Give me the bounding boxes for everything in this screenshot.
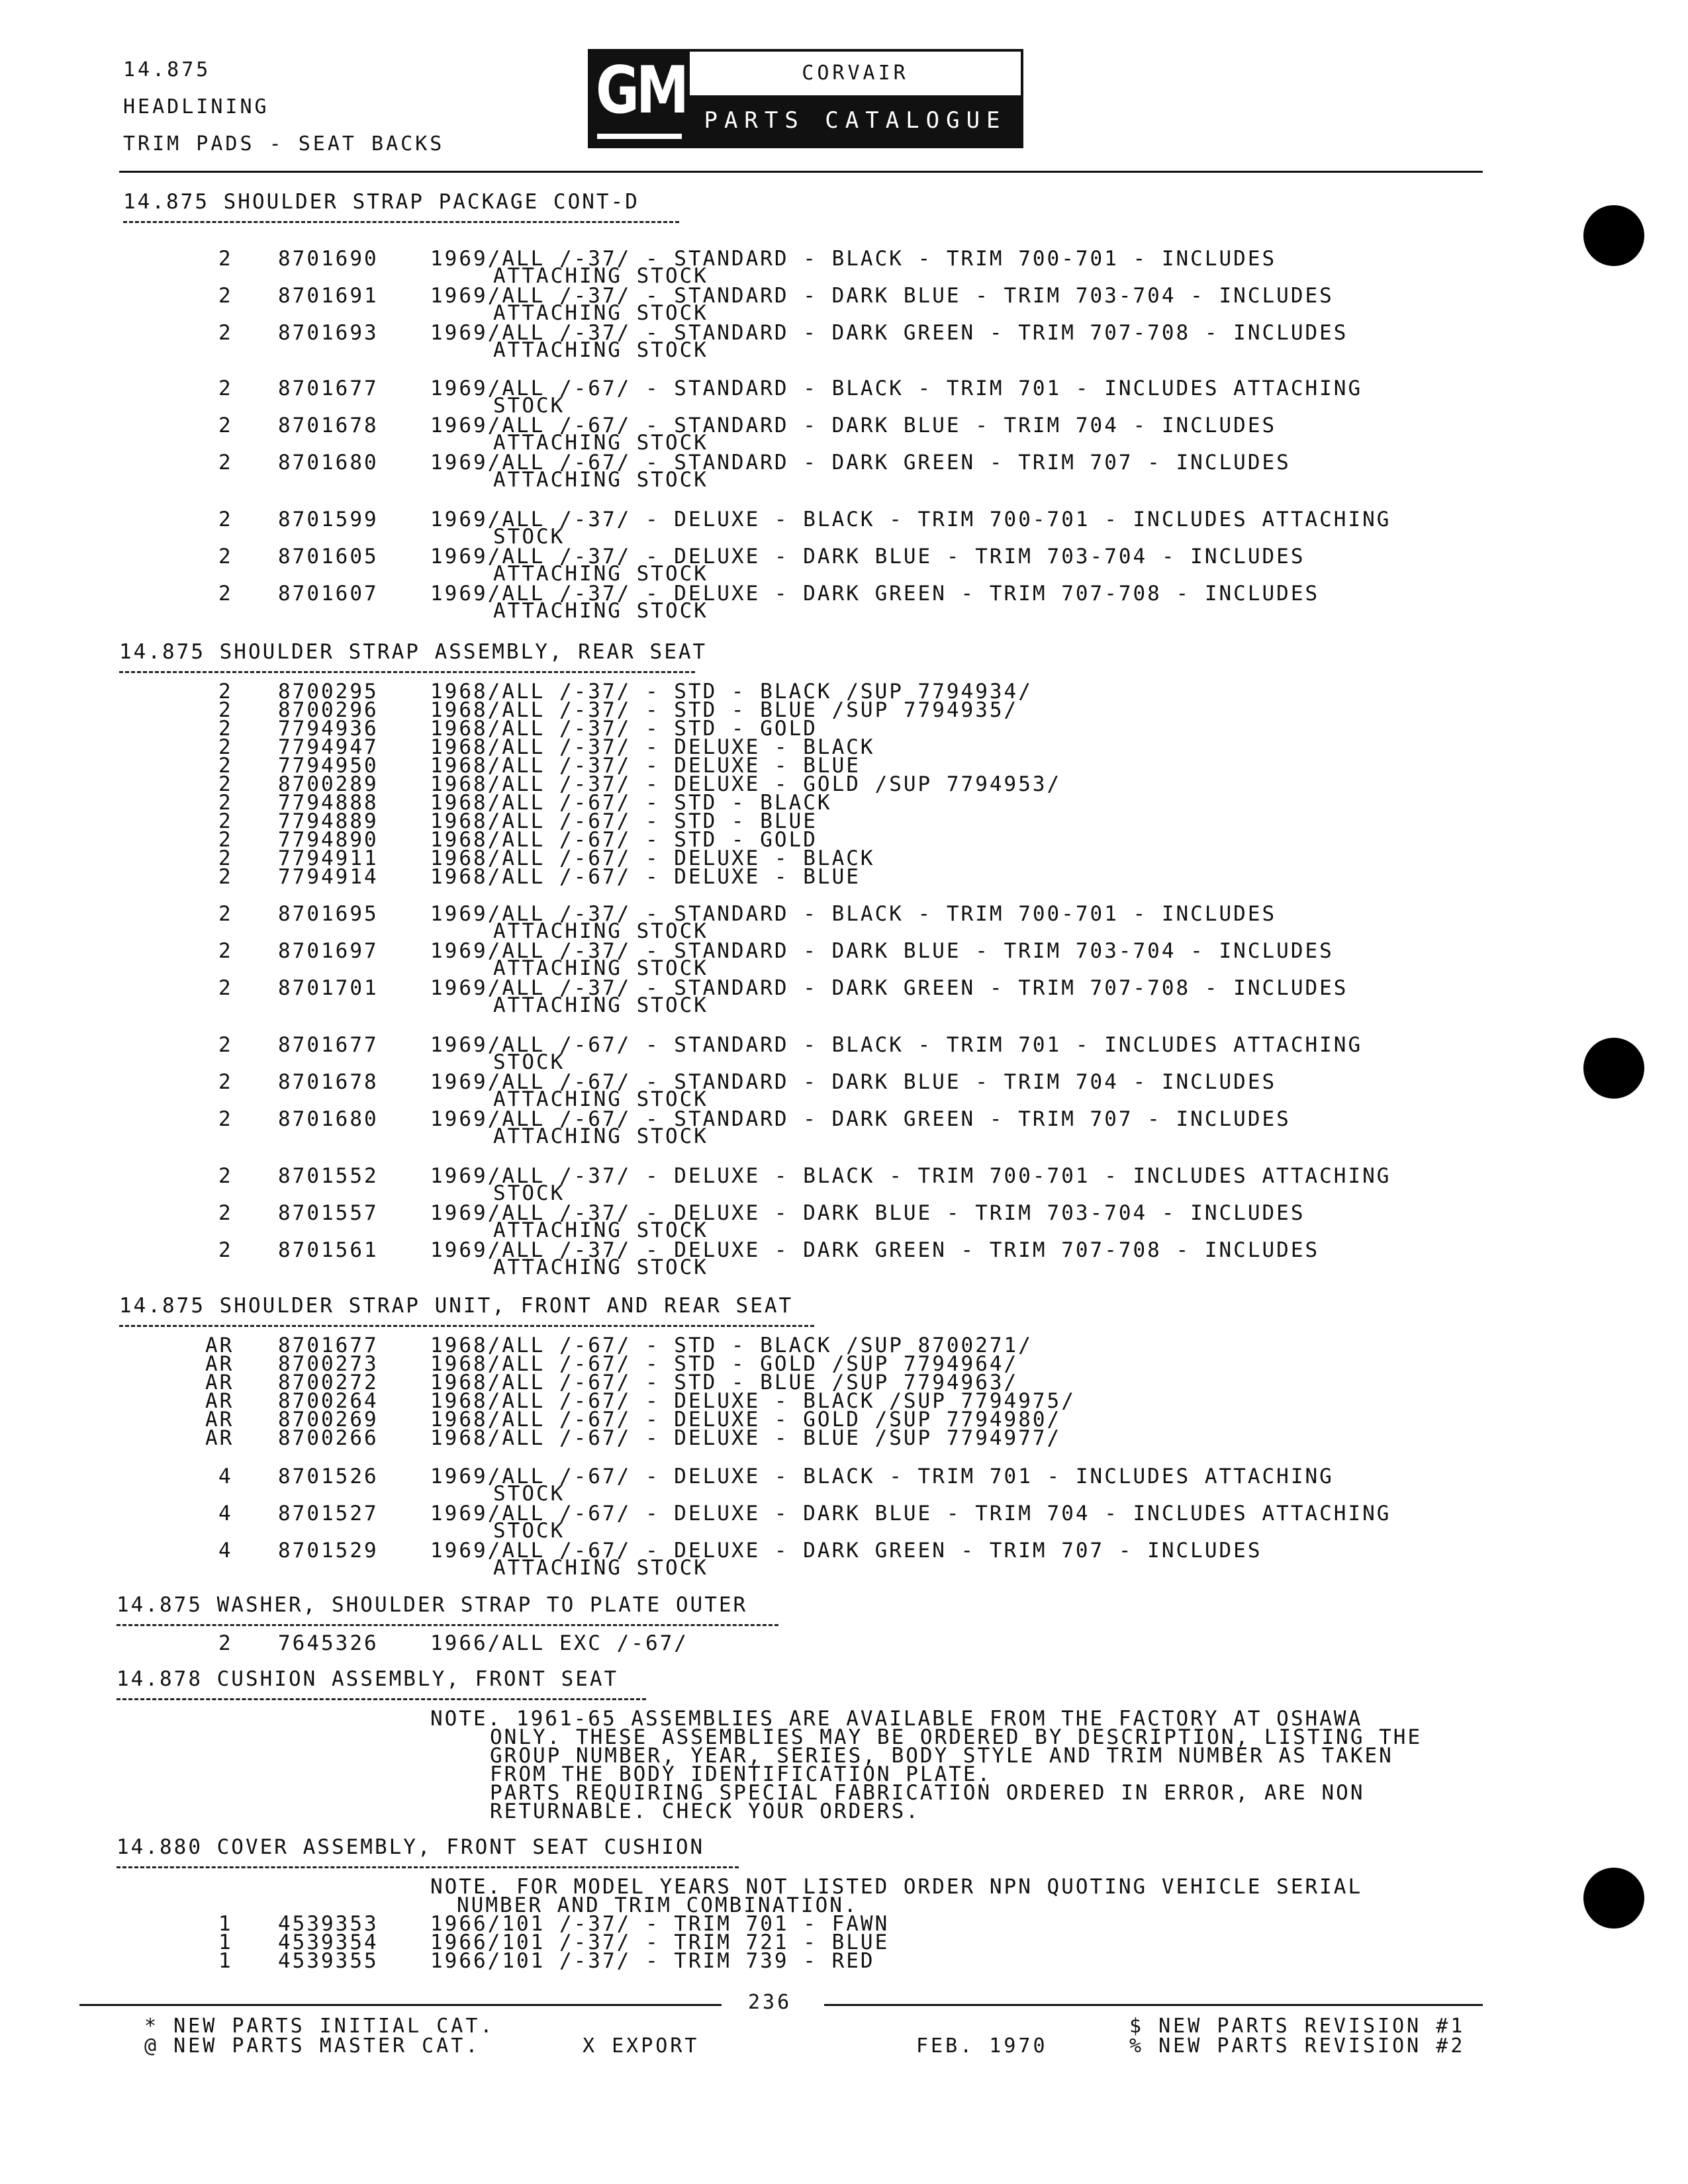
part-number: 4539354	[278, 1931, 379, 1954]
description-continuation: ATTACHING STOCK	[493, 1556, 708, 1580]
parts-row	[0, 774, 1688, 794]
description-continuation: ATTACHING STOCK	[493, 431, 708, 455]
part-number: 4539353	[278, 1912, 379, 1936]
part-number: 8701680	[278, 1107, 379, 1131]
parts-row-continuation	[0, 1558, 1688, 1578]
description: 1969/ALL /-37/ - DELUXE - DARK BLUE - TRIM 703-704 - INCLUDES	[430, 1201, 1305, 1225]
section-underline	[117, 1624, 778, 1626]
description: 1966/ALL EXC /-67/	[430, 1631, 688, 1655]
description-continuation: ATTACHING STOCK	[493, 562, 708, 586]
part-number: 8701605	[278, 545, 379, 569]
parts-row-continuation	[0, 396, 1688, 416]
description: 1966/101 /-37/ - TRIM 701 - FAWN	[430, 1912, 890, 1936]
parts-row	[0, 1633, 1688, 1653]
qty: 2	[218, 321, 233, 345]
part-number: 8700295	[278, 680, 379, 704]
parts-row-continuation	[0, 1521, 1688, 1541]
part-number: 8700264	[278, 1389, 379, 1413]
part-number: 8701557	[278, 1201, 379, 1225]
qty: 2	[218, 680, 233, 704]
parts-row	[0, 811, 1688, 831]
footer-rule-right	[824, 2004, 1483, 2006]
legend-initial-cat: * NEW PARTS INITIAL CAT.	[144, 2015, 495, 2038]
description-continuation: ATTACHING STOCK	[493, 264, 708, 288]
description: 1968/ALL /-67/ - DELUXE - BLACK	[430, 846, 875, 870]
section-title: 14.875 SHOULDER STRAP UNIT, FRONT AND REAR SEAT	[119, 1294, 794, 1318]
description-continuation: ATTACHING STOCK	[493, 1124, 708, 1148]
parts-row-continuation	[0, 1126, 1688, 1146]
part-number: 8701527	[278, 1502, 379, 1525]
part-number: 8701693	[278, 321, 379, 345]
description: 1969/ALL /-67/ - DELUXE - BLACK - TRIM 701 - INCLUDES ATTACHING	[430, 1465, 1334, 1488]
section-underline	[119, 1325, 814, 1327]
qty: 2	[218, 545, 233, 569]
parts-row-continuation	[0, 303, 1688, 323]
page-number: 236	[748, 1991, 792, 2014]
header-subcategory: TRIM PADS - SEAT BACKS	[123, 132, 445, 156]
header-rule	[119, 171, 1483, 173]
description: 1968/ALL /-67/ - STD - BLACK /SUP 8700271/	[430, 1334, 1033, 1357]
part-number: 8701677	[278, 1334, 379, 1357]
qty: 2	[218, 902, 233, 926]
note-text: RETURNABLE. CHECK YOUR ORDERS.	[490, 1799, 920, 1823]
qty: 2	[218, 1070, 233, 1094]
part-number: 8701678	[278, 414, 379, 437]
part-number: 7794911	[278, 846, 379, 870]
qty: 2	[218, 1238, 233, 1262]
part-number: 8701529	[278, 1539, 379, 1563]
part-number: 8701680	[278, 451, 379, 475]
note-text: PARTS REQUIRING SPECIAL FABRICATION ORDERED IN ERROR, ARE NON	[490, 1781, 1365, 1805]
description: 1969/ALL /-37/ - DELUXE - BLACK - TRIM 700-701 - INCLUDES ATTACHING	[430, 508, 1391, 531]
parts-row-continuation	[0, 995, 1688, 1015]
qty: 2	[218, 976, 233, 1000]
note-text: FROM THE BODY IDENTIFICATION PLATE.	[490, 1762, 992, 1786]
qty: 2	[218, 846, 233, 870]
qty: 2	[218, 284, 233, 308]
parts-row-continuation	[0, 433, 1688, 453]
description: 1966/101 /-37/ - TRIM 721 - BLUE	[430, 1931, 890, 1954]
description: 1968/ALL /-37/ - STD - GOLD	[430, 717, 818, 741]
section-title: 14.880 COVER ASSEMBLY, FRONT SEAT CUSHION	[117, 1835, 705, 1859]
qty: AR	[205, 1334, 234, 1357]
parts-row-continuation	[0, 470, 1688, 490]
description: 1966/101 /-37/ - TRIM 739 - RED	[430, 1949, 875, 1973]
qty: AR	[205, 1426, 234, 1450]
legend-revision-2: % NEW PARTS REVISION #2	[1129, 2034, 1466, 2058]
description: 1969/ALL /-67/ - DELUXE - DARK BLUE - TRIM 704 - INCLUDES ATTACHING	[430, 1502, 1391, 1525]
part-number: 8701691	[278, 284, 379, 308]
description-continuation: ATTACHING STOCK	[493, 468, 708, 492]
qty: 2	[218, 754, 233, 778]
description-continuation: ATTACHING STOCK	[493, 1087, 708, 1111]
description-continuation: ATTACHING STOCK	[493, 338, 708, 362]
part-number: 7794890	[278, 828, 379, 852]
part-number: 8701695	[278, 902, 379, 926]
parts-row	[0, 1428, 1688, 1448]
qty: 2	[218, 247, 233, 271]
note-line	[0, 1801, 1688, 1821]
qty: 1	[218, 1949, 233, 1973]
part-number: 8701561	[278, 1238, 379, 1262]
parts-row-continuation	[0, 266, 1688, 286]
description-continuation: ATTACHING STOCK	[493, 919, 708, 943]
description-continuation: ATTACHING STOCK	[493, 993, 708, 1017]
parts-row	[0, 793, 1688, 813]
gm-logo-text: GM	[596, 53, 686, 128]
description: 1968/ALL /-67/ - STD - GOLD	[430, 828, 818, 852]
qty: 2	[218, 698, 233, 722]
part-number: 7794947	[278, 735, 379, 759]
qty: 2	[218, 717, 233, 741]
note-text: GROUP NUMBER, YEAR, SERIES, BODY STYLE AND TRIM NUMBER AS TAKEN	[490, 1744, 1393, 1768]
section-underline	[123, 221, 679, 223]
logo-catalogue-title: PARTS CATALOGUE	[690, 95, 1021, 146]
description: 1968/ALL /-37/ - DELUXE - BLUE	[430, 754, 861, 778]
part-number: 8701552	[278, 1164, 379, 1188]
description: 1968/ALL /-67/ - STD - BLUE	[430, 809, 818, 833]
description-continuation: ATTACHING STOCK	[493, 599, 708, 623]
description: 1968/ALL /-37/ - STD - BLUE /SUP 7794935/	[430, 698, 1019, 722]
qty: 4	[218, 1539, 233, 1563]
section-underline	[119, 671, 695, 673]
part-number: 7794950	[278, 754, 379, 778]
section-title: 14.875 SHOULDER STRAP PACKAGE CONT-D	[123, 190, 639, 214]
qty: AR	[205, 1371, 234, 1394]
part-number: 8700266	[278, 1426, 379, 1450]
qty: 1	[218, 1931, 233, 1954]
qty: 2	[218, 508, 233, 531]
description: 1968/ALL /-67/ - DELUXE - BLACK /SUP 7794975/	[430, 1389, 1076, 1413]
part-number: 8701607	[278, 582, 379, 606]
gm-logo-mark	[590, 52, 690, 146]
qty: 2	[218, 414, 233, 437]
qty: 2	[218, 1631, 233, 1655]
part-number: 8700272	[278, 1371, 379, 1394]
qty: 2	[218, 865, 233, 889]
part-number: 8701697	[278, 939, 379, 963]
description: 1969/ALL /-37/ - DELUXE - DARK GREEN - TRIM 707-708 - INCLUDES	[430, 1238, 1320, 1262]
parts-row-continuation	[0, 921, 1688, 941]
description: 1969/ALL /-67/ - STANDARD - BLACK - TRIM 701 - INCLUDES ATTACHING	[430, 1033, 1363, 1057]
part-number: 7794888	[278, 791, 379, 815]
part-number: 8701677	[278, 377, 379, 400]
description: 1969/ALL /-37/ - STANDARD - BLACK - TRIM 700-701 - INCLUDES	[430, 247, 1277, 271]
parts-row	[0, 700, 1688, 720]
qty: 2	[218, 582, 233, 606]
qty: 2	[218, 809, 233, 833]
part-number: 7794936	[278, 717, 379, 741]
parts-row-continuation	[0, 527, 1688, 547]
parts-row-continuation	[0, 1089, 1688, 1109]
note-text: NOTE. 1961-65 ASSEMBLIES ARE AVAILABLE FROM THE FACTORY AT OSHAWA	[430, 1707, 1363, 1731]
description: 1968/ALL /-37/ - DELUXE - BLACK	[430, 735, 875, 759]
section-title: 14.878 CUSHION ASSEMBLY, FRONT SEAT	[117, 1667, 619, 1691]
parts-row-continuation	[0, 1220, 1688, 1240]
note-text: NUMBER AND TRIM COMBINATION.	[457, 1893, 859, 1917]
part-number: 8700269	[278, 1408, 379, 1432]
qty: 4	[218, 1502, 233, 1525]
qty: 2	[218, 377, 233, 400]
parts-row	[0, 1951, 1688, 1971]
part-number: 8700273	[278, 1352, 379, 1376]
part-number: 7794889	[278, 809, 379, 833]
description-continuation: STOCK	[493, 394, 565, 418]
section-underline	[117, 1866, 739, 1868]
parts-row-continuation	[0, 1484, 1688, 1504]
parts-row-continuation	[0, 1052, 1688, 1072]
parts-row-continuation	[0, 1183, 1688, 1203]
description: 1968/ALL /-67/ - DELUXE - BLUE /SUP 7794977/	[430, 1426, 1062, 1450]
qty: AR	[205, 1408, 234, 1432]
description-continuation: ATTACHING STOCK	[493, 956, 708, 980]
qty: 2	[218, 772, 233, 796]
note-text: NOTE. FOR MODEL YEARS NOT LISTED ORDER NPN QUOTING VEHICLE SERIAL	[430, 1875, 1363, 1899]
qty: 2	[218, 451, 233, 475]
part-number: 8701677	[278, 1033, 379, 1057]
legend-revision-1: $ NEW PARTS REVISION #1	[1129, 2015, 1466, 2038]
parts-row-continuation	[0, 1257, 1688, 1277]
description-continuation: STOCK	[493, 1050, 565, 1074]
description: 1969/ALL /-37/ - DELUXE - DARK BLUE - TRIM 703-704 - INCLUDES	[430, 545, 1305, 569]
header-section-number: 14.875	[123, 58, 211, 81]
description: 1968/ALL /-37/ - DELUXE - GOLD /SUP 7794953/	[430, 772, 1062, 796]
section-underline	[117, 1698, 646, 1700]
description: 1969/ALL /-67/ - STANDARD - BLACK - TRIM 701 - INCLUDES ATTACHING	[430, 377, 1363, 400]
qty: 2	[218, 1033, 233, 1057]
gm-logo-underline	[597, 134, 682, 139]
part-number: 7645326	[278, 1631, 379, 1655]
section-title: 14.875 WASHER, SHOULDER STRAP TO PLATE OUTER	[117, 1593, 748, 1617]
parts-row-continuation	[0, 601, 1688, 621]
description: 1969/ALL /-67/ - DELUXE - DARK GREEN - TRIM 707 - INCLUDES	[430, 1539, 1262, 1563]
part-number: 8701599	[278, 508, 379, 531]
part-number: 7794914	[278, 865, 379, 889]
footer-rule-left	[79, 2004, 722, 2006]
logo-model-name: CORVAIR	[802, 62, 909, 85]
parts-row-continuation	[0, 958, 1688, 978]
note-text: ONLY. THESE ASSEMBLIES MAY BE ORDERED BY DESCRIPTION, LISTING THE	[490, 1725, 1423, 1749]
description: 1969/ALL /-37/ - STANDARD - DARK GREEN - TRIM 707-708 - INCLUDES	[430, 976, 1348, 1000]
description: 1969/ALL /-67/ - STANDARD - DARK GREEN - TRIM 707 - INCLUDES	[430, 451, 1291, 475]
part-number: 8701678	[278, 1070, 379, 1094]
description: 1968/ALL /-67/ - STD - BLUE /SUP 7794963/	[430, 1371, 1019, 1394]
qty: 2	[218, 939, 233, 963]
description-continuation: ATTACHING STOCK	[493, 1218, 708, 1242]
part-number: 8701526	[278, 1465, 379, 1488]
legend-export: X EXPORT	[583, 2034, 700, 2058]
description: 1969/ALL /-37/ - STANDARD - DARK BLUE - TRIM 703-704 - INCLUDES	[430, 284, 1334, 308]
part-number: 8701690	[278, 247, 379, 271]
description: 1968/ALL /-67/ - DELUXE - BLUE	[430, 865, 861, 889]
description: 1969/ALL /-67/ - STANDARD - DARK GREEN - TRIM 707 - INCLUDES	[430, 1107, 1291, 1131]
parts-row-continuation	[0, 340, 1688, 360]
qty: 1	[218, 1912, 233, 1936]
description-continuation: STOCK	[493, 1519, 565, 1543]
description: 1968/ALL /-67/ - DELUXE - GOLD /SUP 7794980/	[430, 1408, 1062, 1432]
description-continuation: STOCK	[493, 1482, 565, 1506]
description: 1969/ALL /-37/ - STANDARD - DARK BLUE - TRIM 703-704 - INCLUDES	[430, 939, 1334, 963]
catalogue-date: FEB. 1970	[916, 2034, 1048, 2058]
description: 1968/ALL /-37/ - STD - BLACK /SUP 7794934/	[430, 680, 1033, 704]
qty: 2	[218, 735, 233, 759]
description: 1968/ALL /-67/ - STD - GOLD /SUP 7794964/	[430, 1352, 1019, 1376]
qty: 2	[218, 791, 233, 815]
description: 1969/ALL /-37/ - STANDARD - DARK GREEN - TRIM 707-708 - INCLUDES	[430, 321, 1348, 345]
description: 1969/ALL /-37/ - STANDARD - BLACK - TRIM 700-701 - INCLUDES	[430, 902, 1277, 926]
description: 1969/ALL /-37/ - DELUXE - DARK GREEN - TRIM 707-708 - INCLUDES	[430, 582, 1320, 606]
legend-master-cat: @ NEW PARTS MASTER CAT.	[144, 2034, 481, 2058]
description-continuation: STOCK	[493, 1181, 565, 1205]
description-continuation: STOCK	[493, 525, 565, 549]
part-number: 8700289	[278, 772, 379, 796]
qty: AR	[205, 1352, 234, 1376]
section-title: 14.875 SHOULDER STRAP ASSEMBLY, REAR SEAT	[119, 640, 708, 664]
qty: 2	[218, 1107, 233, 1131]
qty: 2	[218, 828, 233, 852]
description: 1969/ALL /-67/ - STANDARD - DARK BLUE - TRIM 704 - INCLUDES	[430, 414, 1277, 437]
qty: 2	[218, 1201, 233, 1225]
gm-logo	[588, 49, 1023, 148]
qty: AR	[205, 1389, 234, 1413]
qty: 4	[218, 1465, 233, 1488]
description-continuation: ATTACHING STOCK	[493, 1255, 708, 1279]
description: 1968/ALL /-67/ - STD - BLACK	[430, 791, 832, 815]
description: 1969/ALL /-37/ - DELUXE - BLACK - TRIM 700-701 - INCLUDES ATTACHING	[430, 1164, 1391, 1188]
part-number: 4539355	[278, 1949, 379, 1973]
description: 1969/ALL /-67/ - STANDARD - DARK BLUE - TRIM 704 - INCLUDES	[430, 1070, 1277, 1094]
description-continuation: ATTACHING STOCK	[493, 301, 708, 325]
part-number: 8700296	[278, 698, 379, 722]
header-category: HEADLINING	[123, 95, 269, 118]
qty: 2	[218, 1164, 233, 1188]
parts-row	[0, 867, 1688, 887]
part-number: 8701701	[278, 976, 379, 1000]
parts-row-continuation	[0, 564, 1688, 584]
